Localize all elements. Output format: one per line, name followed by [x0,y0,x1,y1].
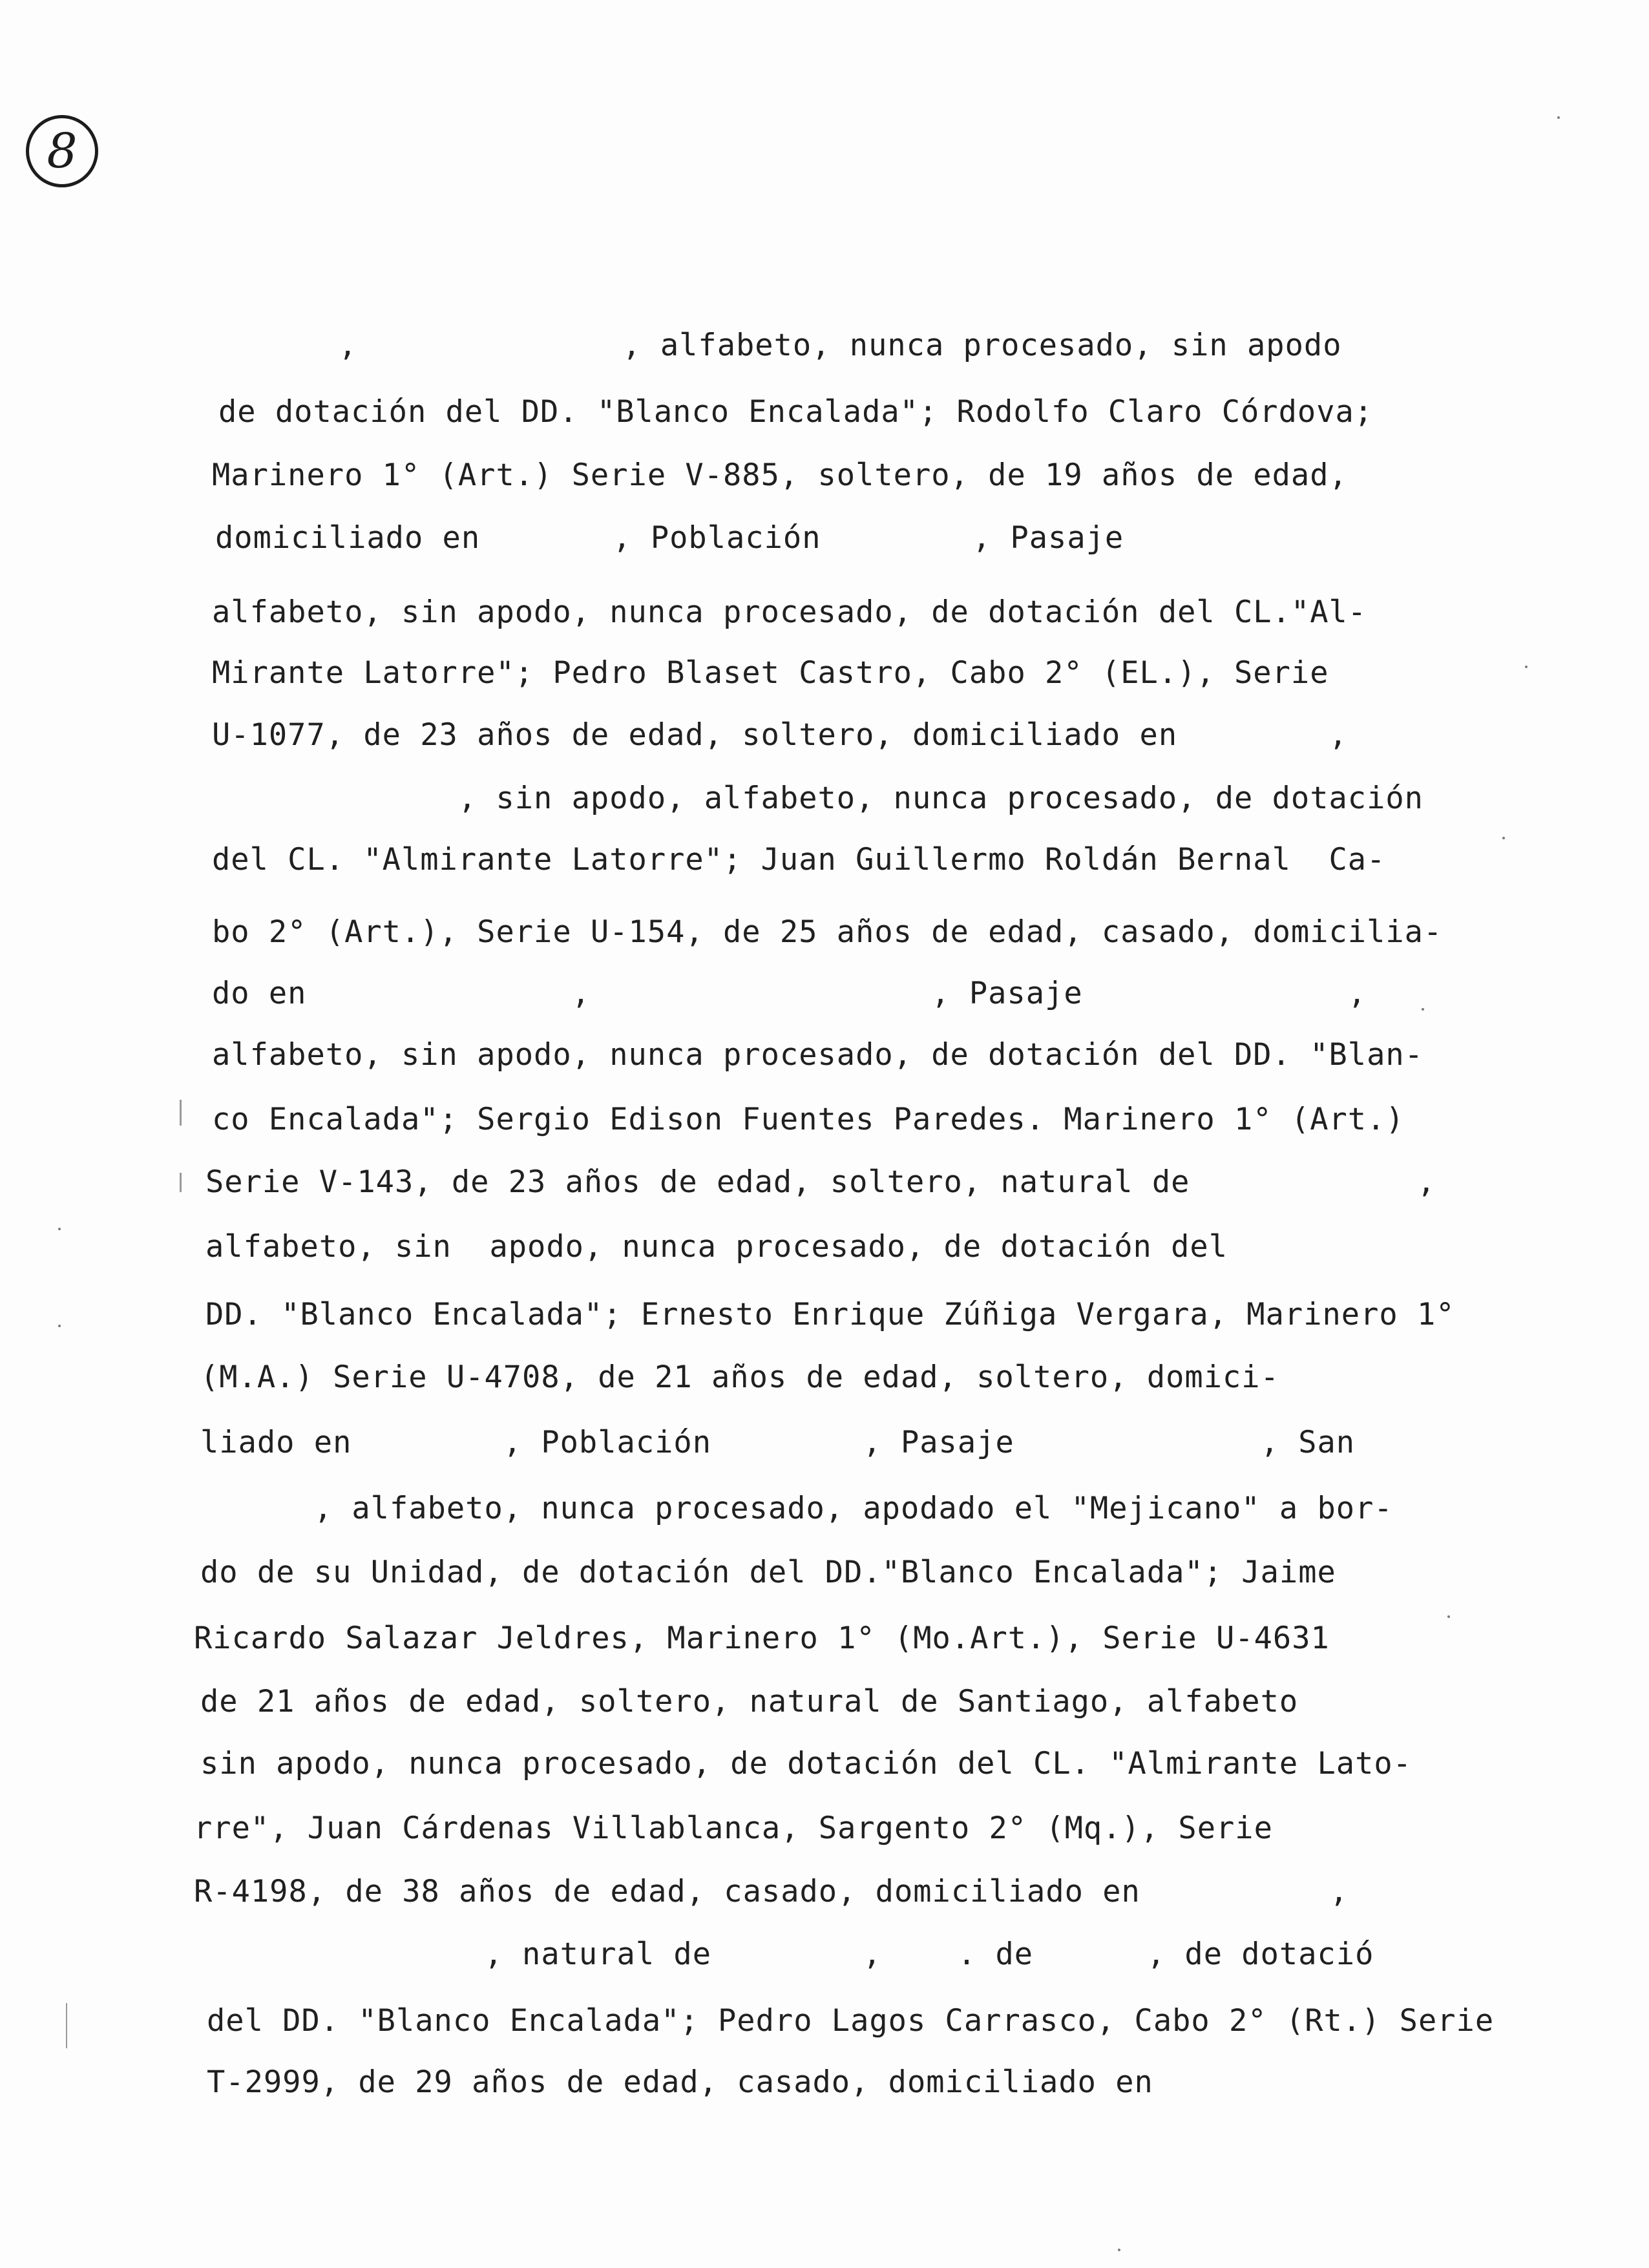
text-line-6: Mirante Latorre"; Pedro Blaset Castro, Cabo 2° (EL.), Serie [212,655,1329,691]
text-line-14: Serie V-143, de 23 años de edad, soltero, natural de , [205,1164,1436,1200]
text-line-1: , , alfabeto, nunca procesado, sin apodo [225,328,1342,363]
text-line-25: R-4198, de 38 años de edad, casado, domiciliado en , [194,1874,1349,1909]
text-line-11: do en , , Pasaje , [212,976,1367,1011]
text-line-26: , natural de , . de , de dotació [200,1937,1374,1972]
text-line-7: U-1077, de 23 años de edad, soltero, domiciliado en , [212,717,1348,753]
scan-speck [1447,1615,1450,1618]
scan-speck [58,1325,61,1327]
scan-speck [1502,837,1505,839]
page-number-circle: 8 [26,115,98,187]
scan-speck [1557,116,1560,119]
text-line-21: Ricardo Salazar Jeldres, Marinero 1° (Mo.Art.), Serie U-4631 [194,1621,1330,1656]
text-line-12: alfabeto, sin apodo, nunca procesado, de dotación del DD. "Blan- [212,1037,1423,1073]
text-line-16: DD. "Blanco Encalada"; Ernesto Enrique Zúñiga Vergara, Marinero 1° [205,1297,1455,1332]
text-line-22: de 21 años de edad, soltero, natural de Santiago, alfabeto [200,1684,1299,1719]
scan-speck [1422,1008,1424,1011]
text-line-28: T-2999, de 29 años de edad, casado, domiciliado en [207,2064,1153,2100]
text-line-15: alfabeto, sin apodo, nunca procesado, de dotación del [205,1229,1228,1265]
scan-speck [58,1228,61,1230]
text-line-4: domiciliado en , Población , Pasaje [215,520,1124,556]
text-line-5: alfabeto, sin apodo, nunca procesado, de dotación del CL."Al- [212,594,1367,630]
text-line-27: del DD. "Blanco Encalada"; Pedro Lagos Carrasco, Cabo 2° (Rt.) Serie [207,2003,1495,2039]
text-line-13: co Encalada"; Sergio Edison Fuentes Paredes. Marinero 1° (Art.) [212,1102,1405,1137]
margin-mark [180,1100,182,1126]
text-line-8: , sin apodo, alfabeto, nunca procesado, de dotación [212,781,1423,816]
text-line-3: Marinero 1° (Art.) Serie V-885, soltero, de 19 años de edad, [212,457,1348,493]
scan-speck [1525,666,1528,668]
text-line-17: (M.A.) Serie U-4708, de 21 años de edad, soltero, domici- [200,1360,1279,1395]
text-line-19: , alfabeto, nunca procesado, apodado el "Mejicano" a bor- [200,1491,1393,1526]
text-line-2: de dotación del DD. "Blanco Encalada"; Rodolfo Claro Córdova; [218,394,1374,430]
text-line-20: do de su Unidad, de dotación del DD."Blanco Encalada"; Jaime [200,1555,1336,1590]
text-line-24: rre", Juan Cárdenas Villablanca, Sargento 2° (Mq.), Serie [194,1811,1273,1846]
margin-mark [66,2003,67,2048]
text-line-18: liado en , Población , Pasaje , San [200,1425,1356,1460]
text-line-23: sin apodo, nunca procesado, de dotación del CL. "Almirante Lato- [200,1746,1412,1781]
text-line-9: del CL. "Almirante Latorre"; Juan Guillermo Roldán Bernal Ca- [212,842,1386,877]
text-line-10: bo 2° (Art.), Serie U-154, de 25 años de edad, casado, domicilia- [212,914,1443,950]
margin-mark [180,1173,182,1192]
scan-speck [1118,2249,1120,2251]
